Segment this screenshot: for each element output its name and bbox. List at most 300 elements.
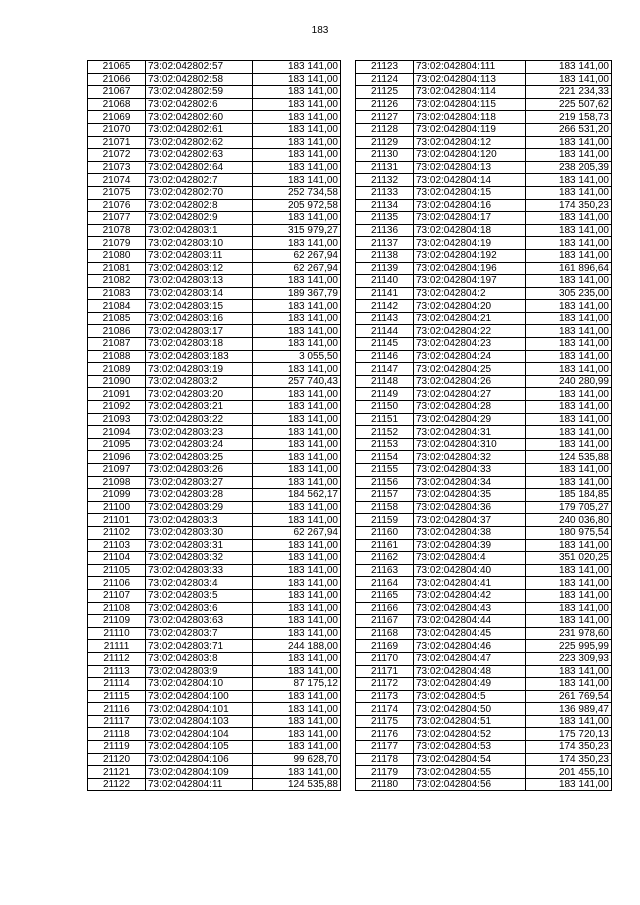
row-number: 21134 bbox=[356, 199, 414, 212]
cadastral-number: 73:02:042804:109 bbox=[146, 766, 253, 779]
row-number: 21164 bbox=[356, 577, 414, 590]
cadastral-value: 175 720,13 bbox=[526, 728, 612, 741]
row-number: 21154 bbox=[356, 451, 414, 464]
table-row bbox=[356, 98, 612, 111]
cadastral-number: 73:02:042803:17 bbox=[146, 325, 253, 338]
table-row bbox=[356, 325, 612, 338]
table-row bbox=[88, 552, 341, 565]
cadastral-value: 183 141,00 bbox=[253, 589, 341, 602]
row-number: 21094 bbox=[88, 426, 146, 439]
row-number: 21115 bbox=[88, 690, 146, 703]
cadastral-number: 73:02:042804:103 bbox=[146, 715, 253, 728]
cadastral-value: 201 455,10 bbox=[526, 766, 612, 779]
row-number: 21128 bbox=[356, 123, 414, 136]
cadastral-value: 183 141,00 bbox=[253, 564, 341, 577]
row-number: 21102 bbox=[88, 526, 146, 539]
cadastral-value: 183 141,00 bbox=[526, 300, 612, 313]
cadastral-number: 73:02:042803:27 bbox=[146, 476, 253, 489]
cadastral-number: 73:02:042804:114 bbox=[414, 86, 526, 99]
cadastral-value: 183 141,00 bbox=[526, 615, 612, 628]
table-row bbox=[88, 212, 341, 225]
table-row bbox=[88, 111, 341, 124]
row-number: 21138 bbox=[356, 249, 414, 262]
cadastral-number: 73:02:042803:33 bbox=[146, 564, 253, 577]
table-row bbox=[88, 703, 341, 716]
row-number: 21088 bbox=[88, 350, 146, 363]
cadastral-value: 240 036,80 bbox=[526, 514, 612, 527]
cadastral-value: 252 734,58 bbox=[253, 186, 341, 199]
row-number: 21081 bbox=[88, 262, 146, 275]
row-number: 21086 bbox=[88, 325, 146, 338]
row-number: 21174 bbox=[356, 703, 414, 716]
row-number: 21131 bbox=[356, 161, 414, 174]
table-row bbox=[356, 287, 612, 300]
table-row bbox=[88, 476, 341, 489]
cadastral-number: 73:02:042804:36 bbox=[414, 501, 526, 514]
cadastral-number: 73:02:042804:13 bbox=[414, 161, 526, 174]
cadastral-number: 73:02:042802:57 bbox=[146, 61, 253, 74]
row-number: 21166 bbox=[356, 602, 414, 615]
cadastral-number: 73:02:042804:46 bbox=[414, 640, 526, 653]
row-number: 21112 bbox=[88, 652, 146, 665]
row-number: 21074 bbox=[88, 174, 146, 187]
row-number: 21177 bbox=[356, 741, 414, 754]
cadastral-number: 73:02:042804:33 bbox=[414, 464, 526, 477]
row-number: 21113 bbox=[88, 665, 146, 678]
table-row bbox=[356, 564, 612, 577]
cadastral-value: 185 184,85 bbox=[526, 489, 612, 502]
cadastral-number: 73:02:042804:16 bbox=[414, 199, 526, 212]
cadastral-value: 183 141,00 bbox=[526, 778, 612, 791]
cadastral-number: 73:02:042803:5 bbox=[146, 589, 253, 602]
cadastral-number: 73:02:042804:105 bbox=[146, 741, 253, 754]
cadastral-number: 73:02:042804:48 bbox=[414, 665, 526, 678]
cadastral-number: 73:02:042804:51 bbox=[414, 715, 526, 728]
table-row bbox=[356, 514, 612, 527]
row-number: 21123 bbox=[356, 61, 414, 74]
cadastral-value: 183 141,00 bbox=[253, 766, 341, 779]
table-row bbox=[88, 665, 341, 678]
cadastral-number: 73:02:042802:60 bbox=[146, 111, 253, 124]
cadastral-value: 189 367,79 bbox=[253, 287, 341, 300]
table-row bbox=[356, 186, 612, 199]
table-row bbox=[88, 224, 341, 237]
cadastral-value: 183 141,00 bbox=[253, 615, 341, 628]
table-row bbox=[356, 413, 612, 426]
cadastral-number: 73:02:042804:5 bbox=[414, 690, 526, 703]
cadastral-number: 73:02:042802:70 bbox=[146, 186, 253, 199]
cadastral-number: 73:02:042804:4 bbox=[414, 552, 526, 565]
cadastral-number: 73:02:042804:41 bbox=[414, 577, 526, 590]
row-number: 21085 bbox=[88, 312, 146, 325]
table-row bbox=[356, 401, 612, 414]
cadastral-value: 183 141,00 bbox=[526, 401, 612, 414]
cadastral-value: 124 535,88 bbox=[526, 451, 612, 464]
right-table-body bbox=[356, 61, 612, 791]
row-number: 21122 bbox=[88, 778, 146, 791]
cadastral-value: 183 141,00 bbox=[253, 174, 341, 187]
table-row bbox=[356, 350, 612, 363]
table-row bbox=[356, 766, 612, 779]
table-row bbox=[356, 224, 612, 237]
table-row bbox=[356, 753, 612, 766]
cadastral-value: 183 141,00 bbox=[526, 249, 612, 262]
row-number: 21146 bbox=[356, 350, 414, 363]
row-number: 21119 bbox=[88, 741, 146, 754]
cadastral-value: 183 141,00 bbox=[253, 237, 341, 250]
cadastral-number: 73:02:042804:42 bbox=[414, 589, 526, 602]
cadastral-value: 219 158,73 bbox=[526, 111, 612, 124]
cadastral-value: 183 141,00 bbox=[526, 589, 612, 602]
cadastral-value: 183 141,00 bbox=[253, 136, 341, 149]
cadastral-number: 73:02:042804:52 bbox=[414, 728, 526, 741]
cadastral-value: 183 141,00 bbox=[526, 174, 612, 187]
row-number: 21135 bbox=[356, 212, 414, 225]
cadastral-value: 183 141,00 bbox=[253, 741, 341, 754]
cadastral-number: 73:02:042804:115 bbox=[414, 98, 526, 111]
cadastral-value: 183 141,00 bbox=[253, 161, 341, 174]
row-number: 21126 bbox=[356, 98, 414, 111]
row-number: 21073 bbox=[88, 161, 146, 174]
row-number: 21114 bbox=[88, 678, 146, 691]
cadastral-number: 73:02:042804:11 bbox=[146, 778, 253, 791]
cadastral-number: 73:02:042803:20 bbox=[146, 388, 253, 401]
cadastral-number: 73:02:042804:38 bbox=[414, 526, 526, 539]
table-row bbox=[356, 715, 612, 728]
cadastral-value: 183 141,00 bbox=[253, 728, 341, 741]
table-row bbox=[356, 123, 612, 136]
table-row bbox=[88, 174, 341, 187]
cadastral-number: 73:02:042803:14 bbox=[146, 287, 253, 300]
cadastral-value: 183 141,00 bbox=[526, 539, 612, 552]
cadastral-value: 221 234,33 bbox=[526, 86, 612, 99]
row-number: 21089 bbox=[88, 363, 146, 376]
row-number: 21108 bbox=[88, 602, 146, 615]
row-number: 21156 bbox=[356, 476, 414, 489]
cadastral-number: 73:02:042802:6 bbox=[146, 98, 253, 111]
row-number: 21142 bbox=[356, 300, 414, 313]
cadastral-number: 73:02:042803:7 bbox=[146, 627, 253, 640]
row-number: 21169 bbox=[356, 640, 414, 653]
table-row bbox=[88, 237, 341, 250]
row-number: 21090 bbox=[88, 375, 146, 388]
table-row bbox=[88, 275, 341, 288]
table-row bbox=[356, 312, 612, 325]
table-row bbox=[356, 665, 612, 678]
table-row bbox=[356, 539, 612, 552]
cadastral-value: 183 141,00 bbox=[253, 363, 341, 376]
table-row bbox=[356, 212, 612, 225]
row-number: 21178 bbox=[356, 753, 414, 766]
row-number: 21157 bbox=[356, 489, 414, 502]
table-row bbox=[356, 149, 612, 162]
table-row bbox=[356, 778, 612, 791]
cadastral-number: 73:02:042804:14 bbox=[414, 174, 526, 187]
table-row bbox=[356, 489, 612, 502]
cadastral-value: 183 141,00 bbox=[526, 426, 612, 439]
cadastral-number: 73:02:042804:32 bbox=[414, 451, 526, 464]
row-number: 21121 bbox=[88, 766, 146, 779]
table-row bbox=[88, 98, 341, 111]
cadastral-value: 183 141,00 bbox=[526, 224, 612, 237]
cadastral-value: 183 141,00 bbox=[253, 501, 341, 514]
row-number: 21076 bbox=[88, 199, 146, 212]
cadastral-number: 73:02:042804:43 bbox=[414, 602, 526, 615]
cadastral-number: 73:02:042804:23 bbox=[414, 338, 526, 351]
cadastral-number: 73:02:042803:28 bbox=[146, 489, 253, 502]
table-row bbox=[356, 338, 612, 351]
cadastral-value: 183 141,00 bbox=[253, 325, 341, 338]
right-table bbox=[355, 60, 612, 791]
cadastral-value: 174 350,23 bbox=[526, 753, 612, 766]
cadastral-value: 305 235,00 bbox=[526, 287, 612, 300]
table-row bbox=[88, 778, 341, 791]
row-number: 21161 bbox=[356, 539, 414, 552]
cadastral-value: 183 141,00 bbox=[253, 401, 341, 414]
table-row bbox=[88, 123, 341, 136]
cadastral-value: 183 141,00 bbox=[526, 665, 612, 678]
table-row bbox=[356, 728, 612, 741]
row-number: 21087 bbox=[88, 338, 146, 351]
cadastral-value: 183 141,00 bbox=[253, 111, 341, 124]
table-row bbox=[88, 602, 341, 615]
table-row bbox=[356, 640, 612, 653]
cadastral-value: 183 141,00 bbox=[526, 212, 612, 225]
cadastral-value: 183 141,00 bbox=[526, 61, 612, 74]
table-row bbox=[356, 388, 612, 401]
table-row bbox=[88, 577, 341, 590]
row-number: 21111 bbox=[88, 640, 146, 653]
row-number: 21179 bbox=[356, 766, 414, 779]
cadastral-value: 183 141,00 bbox=[526, 413, 612, 426]
cadastral-value: 183 141,00 bbox=[253, 665, 341, 678]
table-row bbox=[356, 464, 612, 477]
table-row bbox=[88, 61, 341, 74]
cadastral-value: 183 141,00 bbox=[526, 338, 612, 351]
table-row bbox=[356, 615, 612, 628]
row-number: 21180 bbox=[356, 778, 414, 791]
cadastral-number: 73:02:042803:25 bbox=[146, 451, 253, 464]
row-number: 21098 bbox=[88, 476, 146, 489]
table-row bbox=[88, 300, 341, 313]
row-number: 21104 bbox=[88, 552, 146, 565]
cadastral-value: 87 175,12 bbox=[253, 678, 341, 691]
cadastral-number: 73:02:042802:62 bbox=[146, 136, 253, 149]
cadastral-number: 73:02:042803:183 bbox=[146, 350, 253, 363]
cadastral-value: 183 141,00 bbox=[526, 363, 612, 376]
row-number: 21167 bbox=[356, 615, 414, 628]
cadastral-value: 315 979,27 bbox=[253, 224, 341, 237]
cadastral-number: 73:02:042803:71 bbox=[146, 640, 253, 653]
cadastral-value: 223 309,93 bbox=[526, 652, 612, 665]
row-number: 21153 bbox=[356, 438, 414, 451]
cadastral-number: 73:02:042803:15 bbox=[146, 300, 253, 313]
row-number: 21147 bbox=[356, 363, 414, 376]
table-row bbox=[88, 640, 341, 653]
table-row bbox=[88, 136, 341, 149]
cadastral-value: 179 705,27 bbox=[526, 501, 612, 514]
row-number: 21106 bbox=[88, 577, 146, 590]
table-row bbox=[356, 300, 612, 313]
table-row bbox=[356, 438, 612, 451]
row-number: 21082 bbox=[88, 275, 146, 288]
row-number: 21066 bbox=[88, 73, 146, 86]
table-row bbox=[356, 526, 612, 539]
row-number: 21165 bbox=[356, 589, 414, 602]
table-row bbox=[88, 338, 341, 351]
cadastral-value: 183 141,00 bbox=[253, 61, 341, 74]
row-number: 21109 bbox=[88, 615, 146, 628]
cadastral-number: 73:02:042804:31 bbox=[414, 426, 526, 439]
row-number: 21120 bbox=[88, 753, 146, 766]
cadastral-number: 73:02:042804:113 bbox=[414, 73, 526, 86]
cadastral-number: 73:02:042804:10 bbox=[146, 678, 253, 691]
cadastral-number: 73:02:042803:31 bbox=[146, 539, 253, 552]
table-row bbox=[88, 564, 341, 577]
cadastral-number: 73:02:042802:59 bbox=[146, 86, 253, 99]
row-number: 21152 bbox=[356, 426, 414, 439]
left-table-body bbox=[88, 61, 341, 791]
cadastral-number: 73:02:042803:13 bbox=[146, 275, 253, 288]
table-row bbox=[356, 275, 612, 288]
table-row bbox=[88, 426, 341, 439]
cadastral-number: 73:02:042804:310 bbox=[414, 438, 526, 451]
row-number: 21136 bbox=[356, 224, 414, 237]
table-row bbox=[88, 375, 341, 388]
cadastral-value: 183 141,00 bbox=[253, 388, 341, 401]
cadastral-number: 73:02:042804:44 bbox=[414, 615, 526, 628]
row-number: 21125 bbox=[356, 86, 414, 99]
row-number: 21137 bbox=[356, 237, 414, 250]
row-number: 21070 bbox=[88, 123, 146, 136]
cadastral-value: 183 141,00 bbox=[253, 690, 341, 703]
cadastral-number: 73:02:042804:12 bbox=[414, 136, 526, 149]
row-number: 21159 bbox=[356, 514, 414, 527]
cadastral-value: 183 141,00 bbox=[253, 438, 341, 451]
table-row bbox=[356, 741, 612, 754]
row-number: 21093 bbox=[88, 413, 146, 426]
cadastral-value: 183 141,00 bbox=[253, 300, 341, 313]
row-number: 21092 bbox=[88, 401, 146, 414]
table-row bbox=[88, 438, 341, 451]
cadastral-value: 161 896,64 bbox=[526, 262, 612, 275]
cadastral-value: 183 141,00 bbox=[526, 136, 612, 149]
table-row bbox=[88, 86, 341, 99]
cadastral-number: 73:02:042804:104 bbox=[146, 728, 253, 741]
row-number: 21140 bbox=[356, 275, 414, 288]
table-row bbox=[88, 489, 341, 502]
table-row bbox=[88, 766, 341, 779]
cadastral-number: 73:02:042804:45 bbox=[414, 627, 526, 640]
cadastral-number: 73:02:042803:26 bbox=[146, 464, 253, 477]
cadastral-value: 183 141,00 bbox=[253, 73, 341, 86]
cadastral-value: 183 141,00 bbox=[526, 564, 612, 577]
row-number: 21072 bbox=[88, 149, 146, 162]
cadastral-value: 244 188,00 bbox=[253, 640, 341, 653]
table-row bbox=[88, 325, 341, 338]
cadastral-value: 183 141,00 bbox=[253, 86, 341, 99]
row-number: 21083 bbox=[88, 287, 146, 300]
row-number: 21171 bbox=[356, 665, 414, 678]
table-row bbox=[356, 589, 612, 602]
row-number: 21078 bbox=[88, 224, 146, 237]
cadastral-value: 205 972,58 bbox=[253, 199, 341, 212]
table-row bbox=[88, 464, 341, 477]
cadastral-number: 73:02:042804:27 bbox=[414, 388, 526, 401]
left-table bbox=[87, 60, 341, 791]
cadastral-value: 99 628,70 bbox=[253, 753, 341, 766]
cadastral-value: 183 141,00 bbox=[253, 212, 341, 225]
cadastral-value: 183 141,00 bbox=[253, 715, 341, 728]
row-number: 21095 bbox=[88, 438, 146, 451]
cadastral-number: 73:02:042804:15 bbox=[414, 186, 526, 199]
row-number: 21145 bbox=[356, 338, 414, 351]
table-row bbox=[88, 539, 341, 552]
row-number: 21163 bbox=[356, 564, 414, 577]
table-row bbox=[356, 451, 612, 464]
table-row bbox=[88, 388, 341, 401]
cadastral-value: 266 531,20 bbox=[526, 123, 612, 136]
cadastral-value: 183 141,00 bbox=[526, 602, 612, 615]
table-row bbox=[88, 615, 341, 628]
cadastral-value: 257 740,43 bbox=[253, 375, 341, 388]
row-number: 21110 bbox=[88, 627, 146, 640]
cadastral-number: 73:02:042804:47 bbox=[414, 652, 526, 665]
cadastral-number: 73:02:042804:55 bbox=[414, 766, 526, 779]
table-row bbox=[88, 199, 341, 212]
cadastral-number: 73:02:042802:58 bbox=[146, 73, 253, 86]
row-number: 21160 bbox=[356, 526, 414, 539]
cadastral-number: 73:02:042804:28 bbox=[414, 401, 526, 414]
cadastral-number: 73:02:042804:22 bbox=[414, 325, 526, 338]
table-row bbox=[356, 602, 612, 615]
table-row bbox=[356, 678, 612, 691]
cadastral-value: 183 141,00 bbox=[526, 438, 612, 451]
cadastral-value: 183 141,00 bbox=[526, 476, 612, 489]
cadastral-number: 73:02:042804:24 bbox=[414, 350, 526, 363]
row-number: 21103 bbox=[88, 539, 146, 552]
table-row bbox=[88, 161, 341, 174]
cadastral-value: 183 141,00 bbox=[253, 98, 341, 111]
row-number: 21133 bbox=[356, 186, 414, 199]
cadastral-number: 73:02:042803:29 bbox=[146, 501, 253, 514]
cadastral-number: 73:02:042804:56 bbox=[414, 778, 526, 791]
cadastral-value: 240 280,99 bbox=[526, 375, 612, 388]
page-number: 183 bbox=[311, 25, 329, 36]
table-row bbox=[356, 249, 612, 262]
row-number: 21144 bbox=[356, 325, 414, 338]
cadastral-value: 183 141,00 bbox=[253, 539, 341, 552]
table-row bbox=[88, 363, 341, 376]
table-row bbox=[88, 249, 341, 262]
table-row bbox=[88, 627, 341, 640]
cadastral-number: 73:02:042804:120 bbox=[414, 149, 526, 162]
table-row bbox=[88, 262, 341, 275]
row-number: 21150 bbox=[356, 401, 414, 414]
cadastral-value: 183 141,00 bbox=[253, 338, 341, 351]
cadastral-number: 73:02:042803:21 bbox=[146, 401, 253, 414]
cadastral-value: 183 141,00 bbox=[526, 350, 612, 363]
cadastral-value: 183 141,00 bbox=[526, 678, 612, 691]
cadastral-value: 183 141,00 bbox=[253, 703, 341, 716]
cadastral-number: 73:02:042804:100 bbox=[146, 690, 253, 703]
table-row bbox=[356, 552, 612, 565]
cadastral-value: 183 141,00 bbox=[253, 312, 341, 325]
row-number: 21148 bbox=[356, 375, 414, 388]
row-number: 21149 bbox=[356, 388, 414, 401]
cadastral-value: 351 020,25 bbox=[526, 552, 612, 565]
cadastral-number: 73:02:042803:16 bbox=[146, 312, 253, 325]
